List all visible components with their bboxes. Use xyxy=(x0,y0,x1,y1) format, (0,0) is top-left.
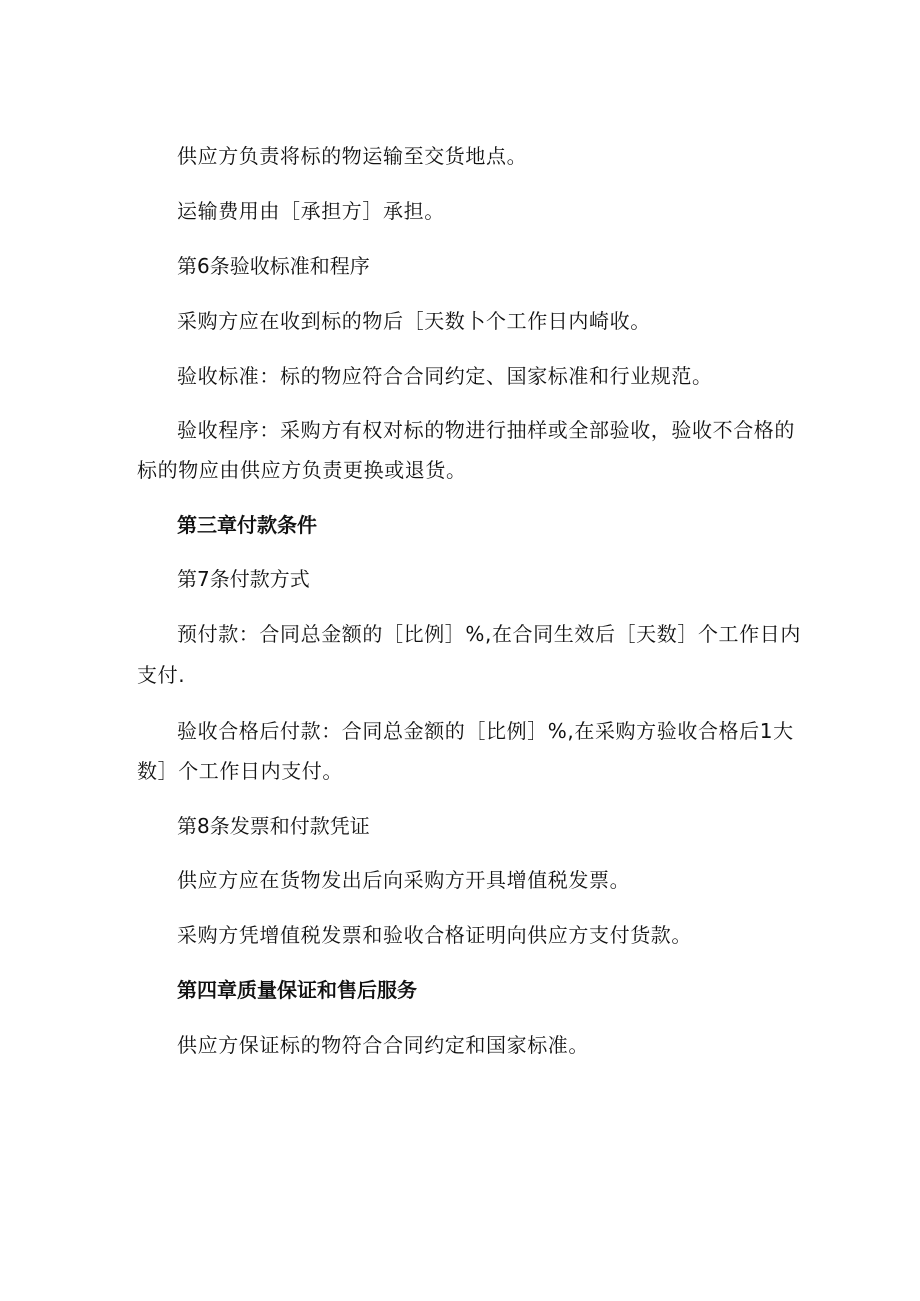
paragraph-payment-voucher: 采购方凭增值税发票和验收合格证明向供应方支付货款。 xyxy=(177,923,692,947)
article-6-title: 第6条验收标准和程序 xyxy=(177,254,370,278)
chapter-3-title: 第三章付款条件 xyxy=(177,513,317,537)
paragraph-quality-guarantee: 供应方保证标的物符合合同约定和国家标准。 xyxy=(177,1033,589,1057)
paragraph-delivery: 供应方负责将标的物运输至交货地点。 xyxy=(177,144,528,168)
chapter-4-title: 第四章质量保证和售后服务 xyxy=(177,978,417,1002)
paragraph-invoice: 供应方应在货物发出后向采购方开具增值税发票。 xyxy=(177,868,631,892)
paragraph-acceptance-procedure-line1: 验收程序：采购方有权对标的物进行抽样或全部验收，验收不合格的 xyxy=(177,418,795,442)
paragraph-acceptance-deadline: 采购方应在收到标的物后［天数卜个工作日内崎收。 xyxy=(177,309,651,333)
paragraph-transport-cost: 运输费用由［承担方］承担。 xyxy=(177,199,445,223)
paragraph-final-payment-line1: 验收合格后付款：合同总金额的［比例］%,在采购方验收合格后1大 xyxy=(177,719,794,743)
paragraph-acceptance-standard: 验收标准：标的物应符合合同约定、国家标准和行业规范。 xyxy=(177,364,713,388)
paragraph-acceptance-procedure-line2: 标的物应由供应方负责更换或退货。 xyxy=(137,458,467,482)
paragraph-prepayment-line1: 预付款：合同总金额的［比例］%,在合同生效后［天数］个工作日内 xyxy=(177,622,801,646)
article-8-title: 第8条发票和付款凭证 xyxy=(177,814,370,838)
article-7-title: 第7条付款方式 xyxy=(177,567,310,591)
paragraph-final-payment-line2: 数］个工作日内支付。 xyxy=(137,759,343,783)
paragraph-prepayment-line2: 支付. xyxy=(137,663,186,687)
